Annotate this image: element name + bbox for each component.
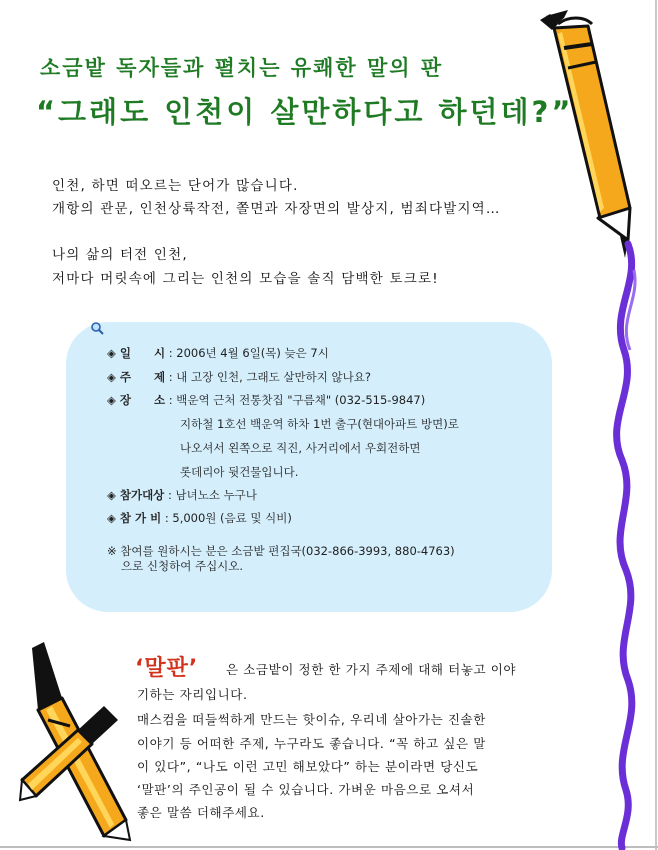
title-line-1: 소금밭 독자들과 펼치는 유쾌한 말의 판 bbox=[40, 56, 444, 80]
malpan-line-5: 이 있다”, “나도 이런 고민 해보았다” 하는 분이라면 당신도 bbox=[137, 759, 479, 774]
crossed-pens-icon bbox=[18, 640, 140, 845]
place-line-2: 지하철 1호선 백운역 하차 1번 출구(현대아파트 방면)로 bbox=[180, 417, 459, 431]
target-value: : 남녀노소 누구나 bbox=[167, 488, 257, 502]
info-fee-row bbox=[107, 510, 292, 526]
malpan-title: ‘말판’ bbox=[135, 656, 199, 681]
malpan-line-3: 매스컴을 떠들썩하게 만드는 핫이슈, 우리네 살아가는 진솔한 bbox=[137, 712, 486, 727]
purple-squiggle-decoration bbox=[568, 240, 648, 850]
page-right-border bbox=[655, 0, 657, 850]
malpan-line-4: 이야기 등 어떠한 주제, 누구라도 좋습니다. “꼭 하고 싶은 말 bbox=[137, 736, 486, 751]
malpan-line-2: 기하는 자리입니다. bbox=[137, 687, 248, 702]
intro-line-3: 나의 삶의 터전 인천, bbox=[52, 247, 188, 263]
note-line-1: ※ 참여를 원하시는 분은 소금밭 편집국(032-866-3993, 880-4763) bbox=[107, 544, 455, 558]
info-place-row bbox=[107, 392, 425, 408]
malpan-line-1: 은 소금밭이 정한 한 가지 주제에 대해 터놓고 이야 bbox=[226, 662, 517, 677]
intro-line-4: 저마다 머릿속에 그리는 인천의 모습을 솔직 담백한 토크로! bbox=[52, 271, 439, 287]
fee-value: : 5,000원 (음료 및 식비) bbox=[164, 511, 292, 525]
info-date-row bbox=[107, 345, 329, 361]
topic-label: ◈ 주 제 bbox=[107, 370, 166, 384]
place-line-4: 롯데리아 뒷건물입니다. bbox=[180, 465, 299, 479]
fee-label: ◈ 참 가 비 bbox=[107, 511, 162, 525]
target-label: ◈ 참가대상 bbox=[107, 488, 165, 502]
date-value: : 2006년 4월 6일(목) 늦은 7시 bbox=[168, 346, 329, 360]
topic-value: : 내 고장 인천, 그래도 살만하지 않나요? bbox=[168, 370, 371, 384]
intro-line-1: 인천, 하면 떠오르는 단어가 많습니다. bbox=[52, 178, 299, 194]
malpan-line-6: ‘말판’의 주인공이 될 수 있습니다. 가벼운 마음으로 오셔서 bbox=[137, 782, 475, 797]
malpan-line-7: 좋은 말씀 더해주세요. bbox=[137, 805, 265, 820]
title-line-2: “그래도 인천이 살만하다고 하던데?” bbox=[36, 95, 574, 129]
place-value: : 백운역 근처 전통찻집 "구름채" (032-515-9847) bbox=[168, 393, 426, 407]
pen-icon bbox=[528, 8, 643, 268]
info-target-row bbox=[107, 487, 257, 503]
info-topic-row bbox=[107, 369, 371, 385]
date-label: ◈ 일 시 bbox=[107, 346, 166, 360]
place-line-3: 나오셔서 왼쪽으로 직진, 사거리에서 우회전하면 bbox=[180, 441, 421, 455]
note-line-2: 으로 신청하여 주십시오. bbox=[121, 559, 244, 573]
place-label: ◈ 장 소 bbox=[107, 393, 166, 407]
magnifier-icon bbox=[90, 321, 104, 335]
intro-line-2: 개항의 관문, 인천상륙작전, 쫄면과 자장면의 발상지, 범죄다발지역… bbox=[52, 201, 501, 217]
page-bottom-border bbox=[0, 846, 658, 848]
